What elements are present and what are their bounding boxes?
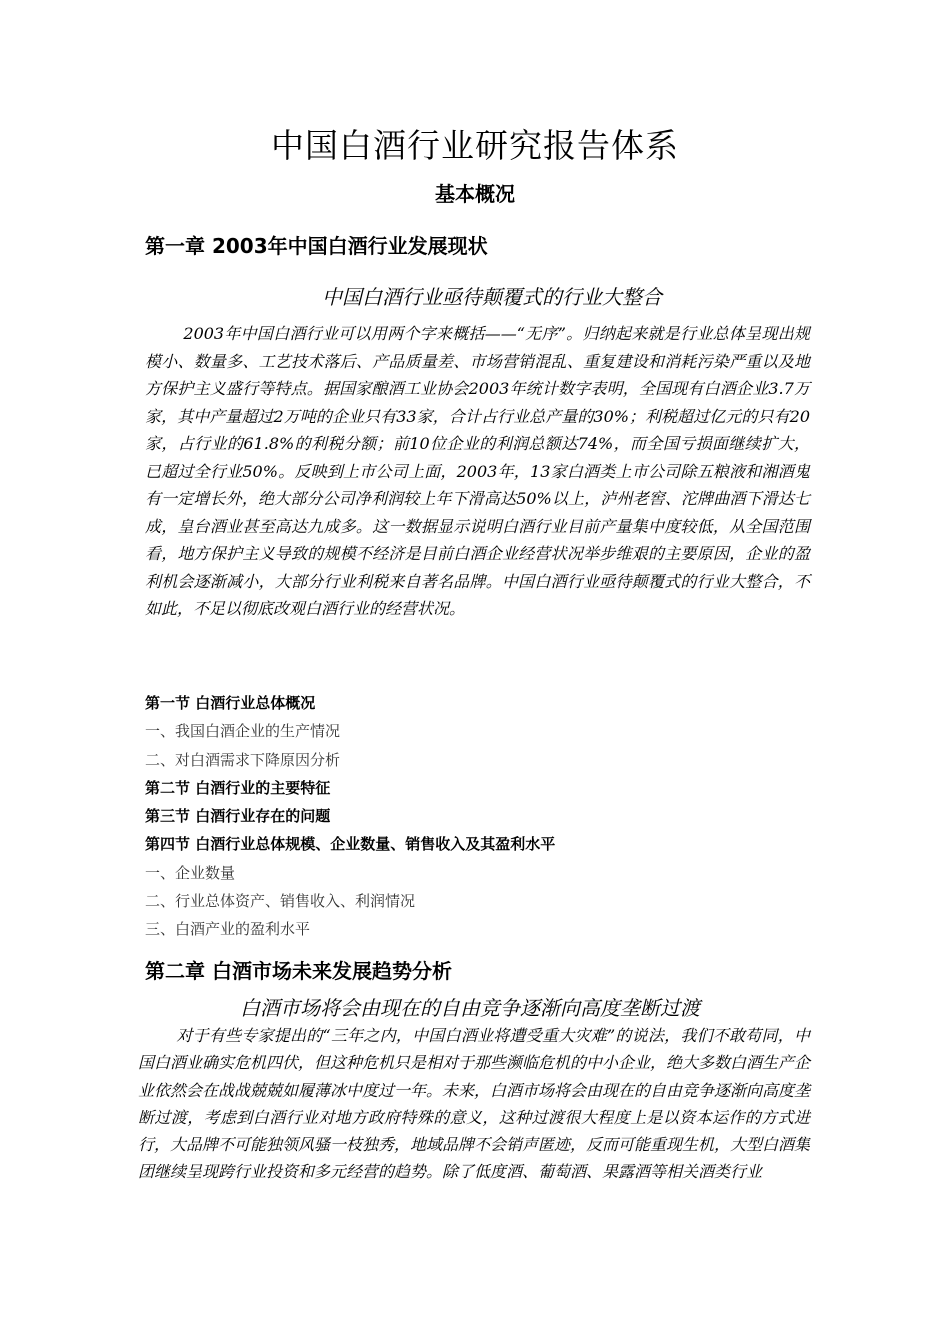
toc-section-4: 第四节 白酒行业总体规模、企业数量、销售收入及其盈利水平 (145, 835, 556, 853)
document-title: 中国白酒行业研究报告体系 (271, 126, 679, 165)
chapter-1-lead-heading: 中国白酒行业亟待颠覆式的行业大整合 (322, 285, 662, 309)
toc-item: 三、白酒产业的盈利水平 (145, 920, 311, 938)
toc-item: 二、行业总体资产、销售收入、利润情况 (145, 892, 416, 910)
toc-section-1: 第一节 白酒行业总体概况 (145, 694, 316, 712)
toc-item: 一、我国白酒企业的生产情况 (145, 722, 341, 740)
document-subtitle: 基本概况 (435, 182, 515, 206)
toc-item: 二、对白酒需求下降原因分析 (145, 751, 341, 769)
chapter-2-heading: 第二章 白酒市场未来发展趋势分析 (145, 959, 452, 983)
toc-section-2: 第二节 白酒行业的主要特征 (145, 779, 331, 797)
chapter-1-paragraph: 2003年中国白酒行业可以用两个字来概括——“无序”。归纳起来就是行业总体呈现出规模小、数量多、工艺技术落后、产品质量差、市场营销混乱、重复建设和消耗污染严重以及地方保护主义盛行等特点。据国家酿酒工业协会2003年统计数字表明，全国现有白酒企业3.7万家，其中产量超过2万吨的企业只有33家，合计占行业总产量的30%；利税超过亿元的只有20家，占行业的61.8%的利税分额；前10位企业的利润总额达74%，而全国亏损面继续扩大，已超过全行业50%。反映到上市公司上面，2003年，13家白酒类上市公司除五粮液和湘酒鬼有一定增长外，绝大部分公司净利润较上年下滑高达50%以上，泸州老窖、沱牌曲酒下滑达七成，皇台酒业甚至高达九成多。这一数据显示说明白酒行业目前产量集中度较低，从全国范围看，地方保护主义导致的规模不经济是目前白酒企业经营状况举步维艰的主要原因，企业的盈利机会逐渐减小，大部分行业利税来自著名品牌。中国白酒行业亟待颠覆式的行业大整合，不如此，不足以彻底改观白酒行业的经营状况。 (145, 324, 810, 618)
toc-section-3: 第三节 白酒行业存在的问题 (145, 807, 331, 825)
chapter-1-heading: 第一章 2003年中国白酒行业发展现状 (145, 234, 488, 258)
toc-item: 一、企业数量 (145, 864, 236, 882)
chapter-2-lead-heading: 白酒市场将会由现在的自由竞争逐渐向高度垄断过渡 (240, 996, 700, 1020)
chapter-2-paragraph: 对于有些专家提出的“三年之内，中国白酒业将遭受重大灾难”的说法，我们不敢苟同，中国白酒业确实危机四伏，但这种危机只是相对于那些濒临危机的中小企业，绝大多数白酒生产企业依然会在战战兢兢如履薄冰中度过一年。未来，白酒市场将会由现在的自由竞争逐渐向高度垄断过渡，考虑到白酒行业对地方政府特殊的意义，这种过渡很大程度上是以资本运作的方式进行，大品牌不可能独领风骚一枝独秀，地域品牌不会销声匿迹，反而可能重现生机，大型白酒集团继续呈现跨行业投资和多元经营的趋势。除了低度酒、葡萄酒、果露酒等相关酒类行业 (138, 1026, 811, 1182)
